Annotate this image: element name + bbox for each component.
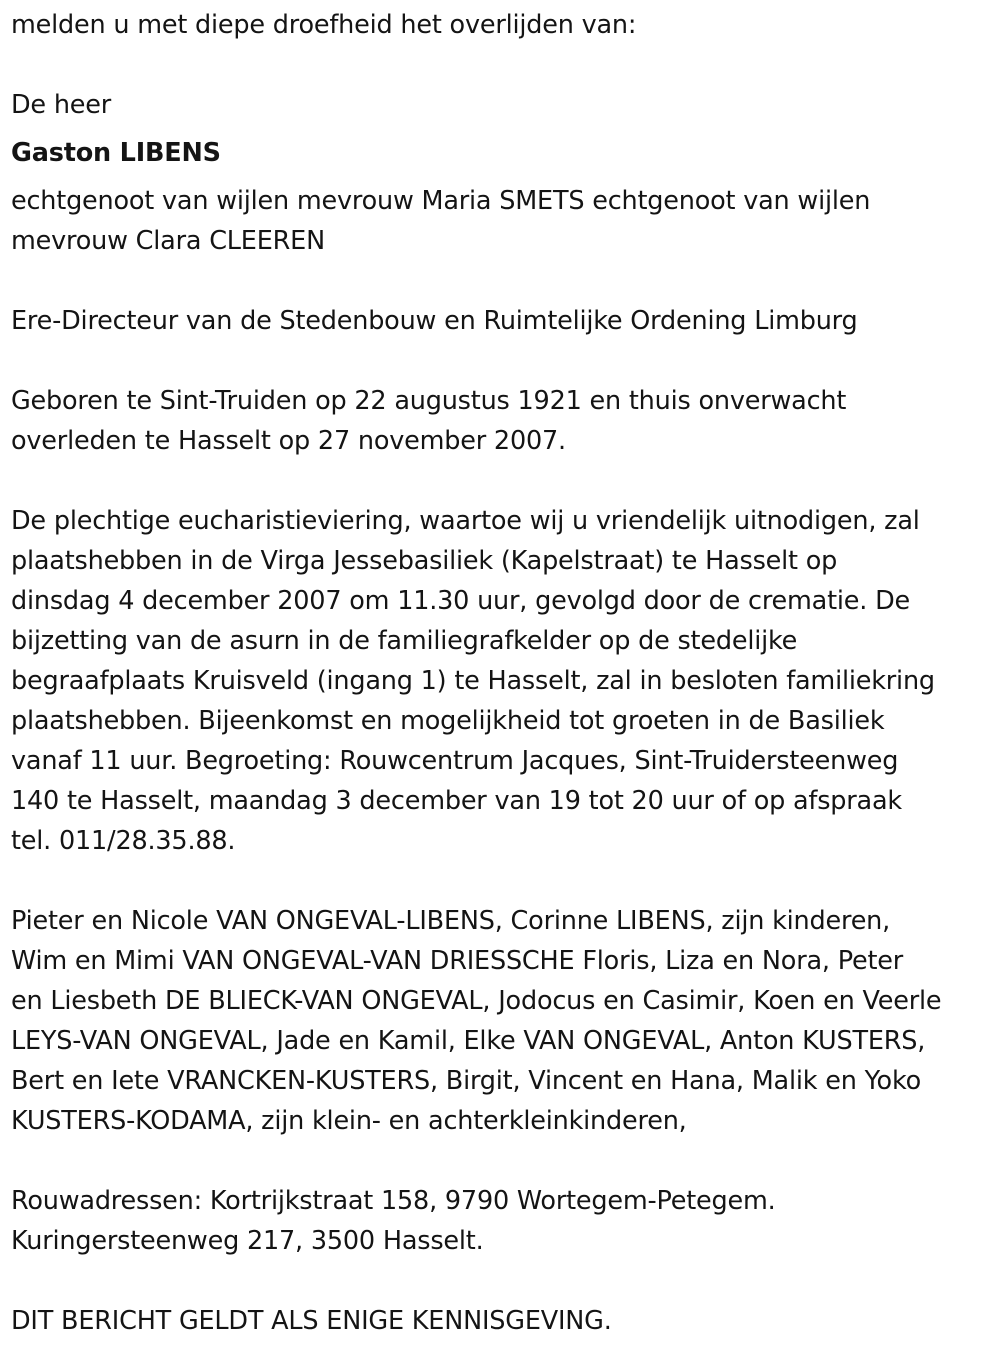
ceremony-line: vanaf 11 uur. Begroeting: Rouwcentrum Jacques, Sint-Truidersteenweg: [11, 746, 899, 776]
professional-title: Ere-Directeur van de Stedenbouw en Ruimtelijke Ordening Limburg: [11, 306, 858, 336]
ceremony-line: bijzetting van de asurn in de familiegrafkelder op de stedelijke: [11, 626, 798, 656]
spouse-line: mevrouw Clara CLEEREN: [11, 226, 325, 256]
intro-text: melden u met diepe droefheid het overlijden van:: [11, 10, 637, 40]
family-line: Pieter en Nicole VAN ONGEVAL-LIBENS, Corinne LIBENS, zijn kinderen,: [11, 906, 891, 936]
ceremony-line: plaatshebben in de Virga Jessebasiliek (Kapelstraat) te Hasselt op: [11, 546, 838, 576]
closing-statement: DIT BERICHT GELDT ALS ENIGE KENNISGEVING.: [11, 1306, 612, 1336]
ceremony-line: 140 te Hasselt, maandag 3 december van 19 tot 20 uur of op afspraak: [11, 786, 902, 816]
birth-death-line: overleden te Hasselt op 27 november 2007.: [11, 426, 566, 456]
family-line: en Liesbeth DE BLIECK-VAN ONGEVAL, Jodocus en Casimir, Koen en Veerle: [11, 986, 942, 1016]
ceremony-line: dinsdag 4 december 2007 om 11.30 uur, gevolgd door de crematie. De: [11, 586, 911, 616]
family-line: Wim en Mimi VAN ONGEVAL-VAN DRIESSCHE Floris, Liza en Nora, Peter: [11, 946, 904, 976]
address-line: Kuringersteenweg 217, 3500 Hasselt.: [11, 1226, 484, 1256]
ceremony-line: tel. 011/28.35.88.: [11, 826, 236, 856]
ceremony-line: De plechtige eucharistieviering, waartoe wij u vriendelijk uitnodigen, zal: [11, 506, 920, 536]
address-line: Rouwadressen: Kortrijkstraat 158, 9790 Wortegem-Petegem.: [11, 1186, 776, 1216]
spouse-line: echtgenoot van wijlen mevrouw Maria SMETS echtgenoot van wijlen: [11, 186, 871, 216]
salutation: De heer: [11, 90, 112, 120]
family-line: LEYS-VAN ONGEVAL, Jade en Kamil, Elke VAN ONGEVAL, Anton KUSTERS,: [11, 1026, 926, 1056]
family-line: KUSTERS-KODAMA, zijn klein- en achterkleinkinderen,: [11, 1106, 687, 1136]
birth-death-line: Geboren te Sint-Truiden op 22 augustus 1921 en thuis onverwacht: [11, 386, 847, 416]
ceremony-line: plaatshebben. Bijeenkomst en mogelijkheid tot groeten in de Basiliek: [11, 706, 885, 736]
family-line: Bert en Iete VRANCKEN-KUSTERS, Birgit, Vincent en Hana, Malik en Yoko: [11, 1066, 922, 1096]
deceased-name: Gaston LIBENS: [11, 138, 221, 168]
ceremony-line: begraafplaats Kruisveld (ingang 1) te Hasselt, zal in besloten familiekring: [11, 666, 935, 696]
